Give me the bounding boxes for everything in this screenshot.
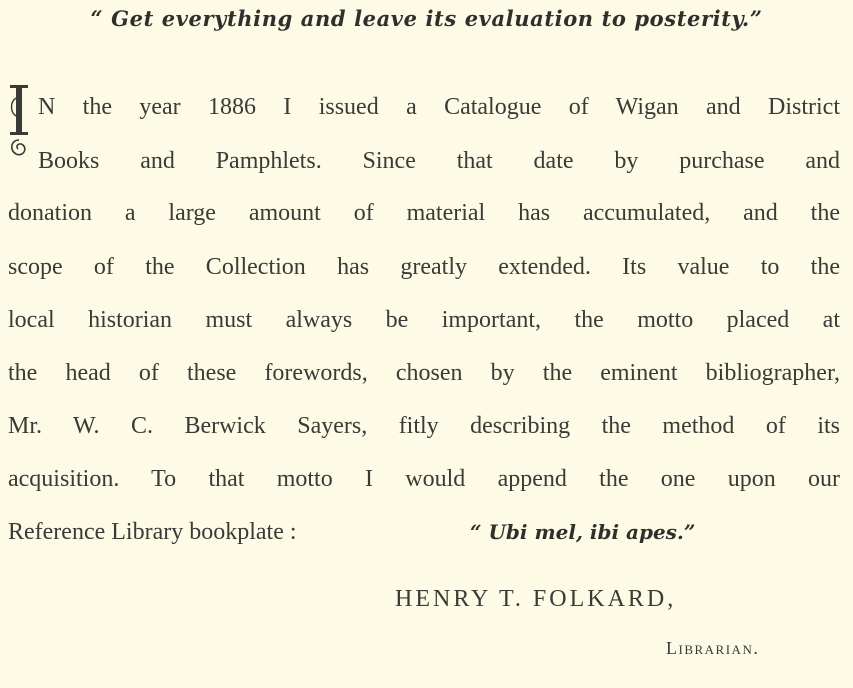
paragraph-line-5: local historian must always be important, the motto placed at xyxy=(8,307,840,333)
paragraph-line-3: donation a large amount of material has accumulated, and the xyxy=(8,200,840,226)
paragraph-line-9: Reference Library bookplate : xyxy=(8,519,297,545)
bookplate-motto: “ Ubi mel, ibi apes.” xyxy=(470,520,696,544)
paragraph-line-2: Books and Pamphlets. Since that date by purchase and xyxy=(38,148,840,174)
paragraph-line-1: N the year 1886 I issued a Catalogue of Wigan and District xyxy=(38,94,840,120)
paragraph-line-4: scope of the Collection has greatly extended. Its value to the xyxy=(8,254,840,280)
motto-heading: “ Get everything and leave its evaluation to posterity.” xyxy=(90,6,763,31)
paragraph-line-7: Mr. W. C. Berwick Sayers, fitly describing the method of its xyxy=(8,413,840,439)
drop-cap-i-icon xyxy=(8,84,30,160)
signature-name: HENRY T. FOLKARD, xyxy=(395,586,677,612)
signature-title: Librarian. xyxy=(666,638,760,658)
paragraph-line-6: the head of these forewords, chosen by the eminent bibliographer, xyxy=(8,360,840,386)
paragraph-line-8: acquisition. To that motto I would append the one upon our xyxy=(8,466,840,492)
drop-cap-ornament xyxy=(8,84,30,160)
